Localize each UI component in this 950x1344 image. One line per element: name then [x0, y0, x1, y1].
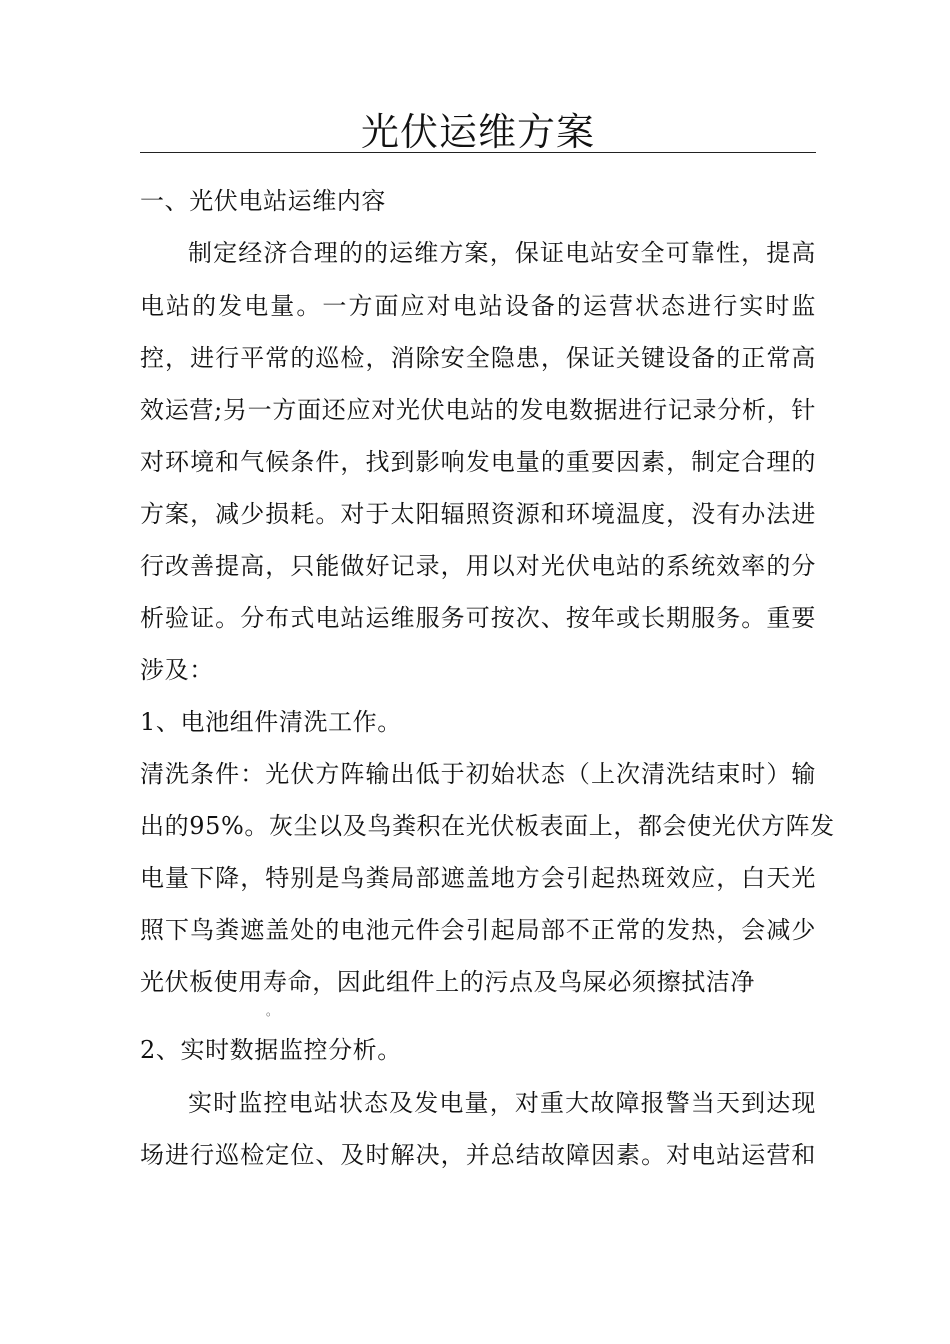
paragraph-line: 对环境和气候条件，找到影响发电量的重要因素，制定合理的 [140, 448, 816, 476]
paragraph-line: 方案，减少损耗。对于太阳辐照资源和环境温度，没有办法进 [140, 500, 816, 528]
paragraph-line: 行改善提高，只能做好记录，用以对光伏电站的系统效率的分 [140, 552, 816, 580]
paragraph-line: 效运营;另一方面还应对光伏电站的发电数据进行记录分析，针 [140, 396, 816, 424]
paragraph-line: 场进行巡检定位、及时解决，并总结故障因素。对电站运营和 [140, 1141, 816, 1169]
paragraph-line: 实时监控电站状态及发电量，对重大故障报警当天到达现 [188, 1089, 816, 1117]
title-underline [140, 152, 816, 153]
paragraph-line: 析验证。分布式电站运维服务可按次、按年或长期服务。重要 [140, 604, 816, 632]
paragraph-line: 清洗条件：光伏方阵输出低于初始状态（上次清洗结束时）输 [140, 760, 816, 788]
paragraph-line: 涉及： [140, 656, 214, 684]
paragraph-line: 电站的发电量。一方面应对电站设备的运营状态进行实时监 [140, 292, 816, 320]
list-item-heading: 1、电池组件清洗工作。 [140, 708, 402, 736]
paragraph-line: 电量下降，特别是鸟粪局部遮盖地方会引起热斑效应，白天光 [140, 864, 816, 892]
paragraph-line: 控，进行平常的巡检，消除安全隐患，保证关键设备的正常高 [140, 344, 816, 372]
paragraph-line: 制定经济合理的的运维方案，保证电站安全可靠性，提高 [188, 239, 816, 267]
document-title: 光伏运维方案 [360, 110, 595, 154]
paragraph-line: 出的95%。灰尘以及鸟粪积在光伏板表面上，都会使光伏方阵发 [140, 812, 835, 840]
paragraph-line: 光伏板使用寿命，因此组件上的污点及鸟屎必须擦拭洁净 [140, 968, 755, 996]
list-item-heading: 2、实时数据监控分析。 [140, 1036, 402, 1064]
paragraph-line: 照下鸟粪遮盖处的电池元件会引起局部不正常的发热，会减少 [140, 916, 816, 944]
stray-period: 。 [266, 1004, 279, 1018]
section-heading: 一、光伏电站运维内容 [140, 187, 386, 215]
